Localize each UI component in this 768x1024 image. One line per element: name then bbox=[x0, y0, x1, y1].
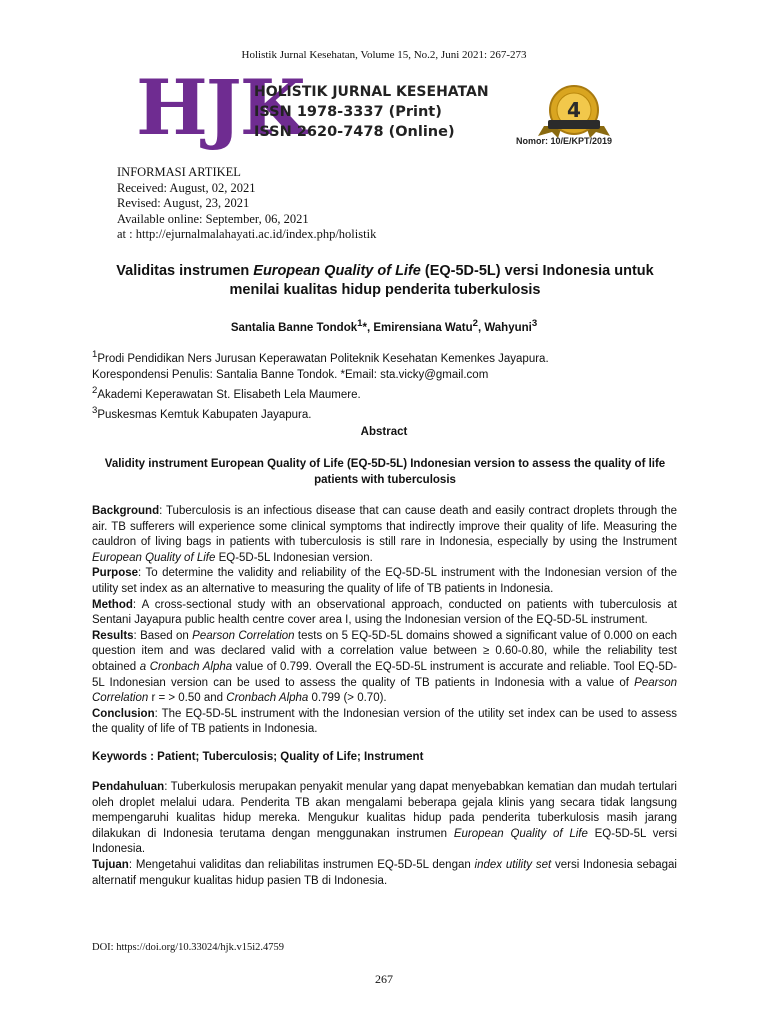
abstract-heading: Abstract bbox=[360, 426, 408, 438]
affiliations bbox=[92, 347, 549, 422]
purpose-text: : To determine the validity and reliability of the EQ-5D-5L instrument with the Indonesian version of the utility set index as an alternative to measuring the quality of life of TB patients in Indonesia. bbox=[92, 567, 677, 595]
results-text: : Based on bbox=[133, 629, 193, 642]
journal-url[interactable]: at : http://ejurnalmalahayati.ac.id/index.php/holistik bbox=[117, 227, 377, 241]
author-name: Emirensiana Watu bbox=[373, 321, 473, 334]
author-mark: 1 bbox=[357, 318, 363, 329]
issn-online: ISSN 2620-7478 (Online) bbox=[254, 124, 455, 140]
method-paragraph bbox=[92, 598, 677, 629]
results-paragraph bbox=[92, 629, 677, 707]
page-number: 267 bbox=[375, 972, 393, 986]
background-paragraph bbox=[92, 504, 677, 566]
results-italic: Pearson Correlation bbox=[192, 629, 295, 642]
method-text: : A cross-sectional study with an observational approach, conducted on patients with tuberculosis at Sentani Jayapura public health centre cover area I, using the Indonesian version of the EQ-5D-5L instrument. bbox=[92, 598, 677, 627]
article-title bbox=[92, 262, 678, 300]
badge-number: 4 bbox=[567, 98, 581, 122]
revised-date: Revised: August, 23, 2021 bbox=[117, 196, 250, 210]
accreditation-number: Nomor: 10/E/KPT/2019 bbox=[516, 136, 613, 146]
abstract-body bbox=[92, 504, 677, 738]
affiliation-mark: 1 bbox=[92, 349, 98, 360]
tujuan-text: : Mengetahui validitas dan reliabilitas instrumen EQ-5D-5L dengan bbox=[128, 858, 475, 871]
results-italic: Pearson Correlation bbox=[92, 676, 677, 705]
pendahuluan-text: : Tuberkulosis merupakan penyakit menular yang dapat menyebabkan kematian dan mudah tertulari oleh droplet melalui udara. Penderita TB akan mengalami beberapa gejala klinis yang secara tidak langsung mempengaruhi kualitas hidup mereka. Mengukur kualitas hidup pada penderita tuberkulosis masih jarang dilakukan di Indonesia terutama dengan menggunakan instrumen bbox=[92, 781, 677, 840]
background-text: : Tuberculosis is an infectious disease that can cause death and easily contract droplets through the air. TB sufferers will experience some clinical symptoms that indirectly improve their quality of life. Measuring the cauldron of living bags in patients with tuberculosis is still rare in Indonesia, especially by using the Instrument bbox=[92, 505, 677, 549]
purpose-label: Purpose bbox=[92, 567, 139, 580]
results-italic: a Cronbach Alpha bbox=[139, 660, 233, 673]
abstract-title: Validity instrument European Quality of Life (EQ-5D-5L) Indonesian version to assess the quality of life patients with tuberculosis bbox=[104, 458, 666, 486]
conclusion-paragraph bbox=[92, 707, 677, 738]
correspondence-text: Korespondensi Penulis: Santalia Banne Tondok. *Email: sta.vicky@gmail.com bbox=[92, 368, 489, 381]
affiliation-line bbox=[92, 383, 549, 403]
author-separator: *, bbox=[362, 321, 374, 334]
author-mark: 3 bbox=[531, 318, 538, 329]
title-text-end: (EQ-5D-5L) versi Indonesia untuk menilai kualitas hidup penderita tuberkulosis bbox=[229, 263, 654, 298]
affiliation-text: Prodi Pendidikan Ners Jurusan Keperawatan Politeknik Kesehatan Kemenkes Jayapura. bbox=[97, 352, 549, 365]
article-info bbox=[117, 165, 376, 243]
results-italic: Cronbach Alpha bbox=[226, 692, 309, 705]
conclusion-text: : The EQ-5D-5L instrument with the Indonesian version of the utility set index can be used to assess the quality of life of TB patients in Indonesia. bbox=[92, 707, 677, 736]
background-text-end: EQ-5D-5L Indonesian version. bbox=[215, 551, 373, 564]
doi-link[interactable]: DOI: https://doi.org/10.33024/hjk.v15i2.4759 bbox=[92, 942, 285, 953]
affiliation-mark: 3 bbox=[92, 404, 98, 416]
affiliation-line bbox=[92, 347, 549, 367]
affiliation-text: Akademi Keperawatan St. Elisabeth Lela Maumere. bbox=[97, 388, 361, 401]
tujuan-italic: index utility set bbox=[474, 858, 552, 871]
tujuan-label: Tujuan bbox=[92, 858, 129, 871]
affiliation-mark: 2 bbox=[92, 384, 98, 396]
sinta-badge-icon bbox=[536, 82, 612, 138]
author-name: Santalia Banne Tondok bbox=[230, 321, 358, 334]
results-label: Results bbox=[92, 629, 134, 642]
available-date: Available online: September, 06, 2021 bbox=[117, 211, 309, 226]
indonesian-abstract bbox=[92, 780, 677, 889]
running-head: Holistik Jurnal Kesehatan, Volume 15, No.2, Juni 2021: 267-273 bbox=[241, 49, 527, 61]
keywords: Keywords : Patient; Tuberculosis; Quality of Life; Instrument bbox=[92, 751, 424, 763]
results-text: r = > 0.50 and bbox=[148, 692, 227, 705]
pendahuluan-text-end: EQ-5D-5L versi Indonesia. bbox=[92, 827, 677, 856]
results-text: value of 0.799. Overall the EQ-5D-5L instrument is accurate and reliable. Tool EQ-5D-5L Indonesian version can be used to assess the quality of TB patients in Indonesia with a value of bbox=[92, 660, 677, 689]
issn-print: ISSN 1978-3337 (Print) bbox=[254, 104, 442, 120]
correspondence-line bbox=[92, 367, 549, 383]
background-label: Background bbox=[92, 505, 160, 517]
journal-info bbox=[254, 82, 489, 142]
author-list bbox=[0, 318, 768, 334]
journal-name: HOLISTIK JURNAL KESEHATAN bbox=[254, 84, 489, 100]
results-text: tests on 5 EQ-5D-5L domains showed a significant value of 0.000 on each question item and was declared valid with a correlation value between ≥ 0.60-0.80, while the reliability test obtained bbox=[92, 629, 677, 673]
conclusion-label: Conclusion bbox=[92, 707, 155, 720]
method-label: Method bbox=[92, 598, 133, 611]
title-italic: European Quality of Life bbox=[253, 263, 421, 279]
author-name: Wahyuni bbox=[484, 321, 532, 334]
pendahuluan-paragraph bbox=[92, 780, 677, 858]
affiliation-text: Puskesmas Kemtuk Kabupaten Jayapura. bbox=[97, 408, 312, 421]
author-mark: 2 bbox=[472, 318, 478, 329]
pendahuluan-italic: European Quality of Life bbox=[453, 827, 588, 840]
affiliation-line bbox=[92, 403, 549, 423]
results-text: 0.799 (> 0.70). bbox=[308, 692, 387, 705]
tujuan-paragraph bbox=[92, 858, 677, 889]
received-date: Received: August, 02, 2021 bbox=[117, 180, 256, 195]
pendahuluan-label: Pendahuluan bbox=[92, 781, 165, 793]
purpose-paragraph bbox=[92, 566, 677, 597]
tujuan-text-end: versi Indonesia sebagai alternatif mengukur kualitas hidup pasien TB di Indonesia. bbox=[92, 858, 677, 887]
author-separator: , bbox=[477, 321, 485, 334]
journal-logo: HJK bbox=[136, 63, 304, 152]
title-text: Validitas instrumen bbox=[116, 263, 254, 279]
article-info-heading: INFORMASI ARTIKEL bbox=[117, 165, 241, 179]
background-italic: European Quality of Life bbox=[92, 551, 216, 564]
